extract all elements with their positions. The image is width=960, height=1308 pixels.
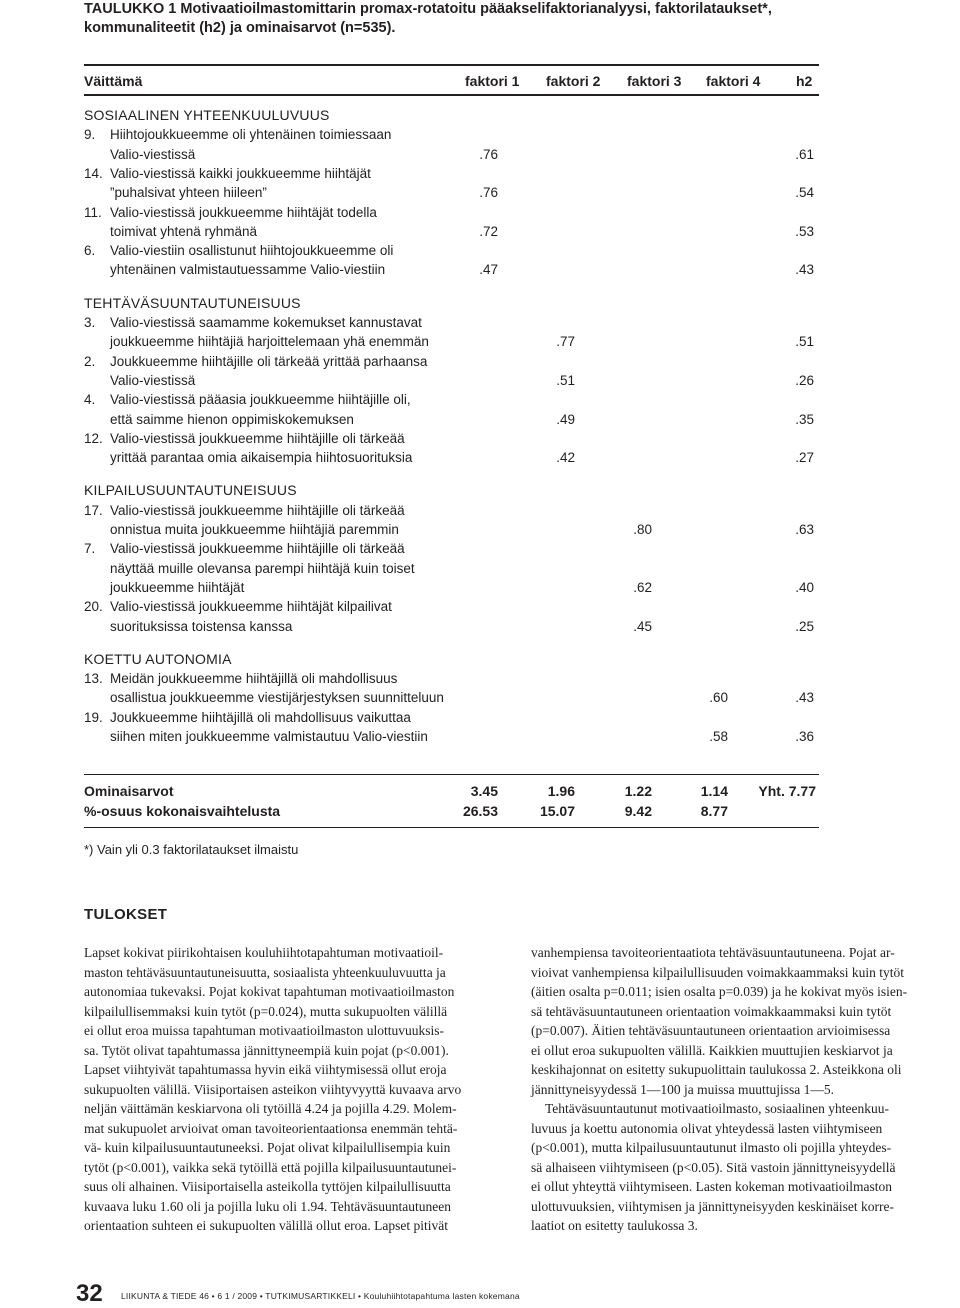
summary-value: 1.22 xyxy=(624,783,652,799)
communality-value: .26 xyxy=(795,372,814,388)
summary-value: 1.14 xyxy=(700,783,728,799)
statement-text: Valio-viestissä saamamme kokemukset kannustavat xyxy=(110,315,422,330)
statement-text: Valio-viestissä kaikki joukkueemme hiihtäjät xyxy=(110,165,371,181)
statement-number: 4. xyxy=(84,392,96,408)
paragraph-line: Lapset viihtyivät tapahtumassa hyvin eikä viihtymisessä ollut eroja xyxy=(84,1062,447,1077)
factor-loading: .45 xyxy=(633,618,652,634)
statement-text: Valio-viestissä joukkueemme hiihtäjät todella xyxy=(110,204,377,220)
factor-loading: .58 xyxy=(709,729,728,744)
statement-text: yhtenäinen valmistautuessamme Valio-viestiin xyxy=(110,262,386,278)
paragraph-line: keskihajonnat on esitetty sukupuolittain taulukossa 2. Asteikkona oli xyxy=(531,1062,902,1077)
page-number: 32 xyxy=(76,1280,103,1307)
statement-line xyxy=(84,222,257,241)
statement-number: 20. xyxy=(84,599,103,615)
statement-line xyxy=(84,260,385,279)
communality-value: .43 xyxy=(795,262,814,278)
statement-text: joukkueemme hiihtäjiä harjoittelemaan yhä enemmän xyxy=(110,334,429,350)
statement-text: Joukkueemme hiihtäjille oli tärkeää yrittää parhaansa xyxy=(110,353,428,369)
statement-line xyxy=(84,578,244,597)
paragraph-line: laatiot on esitetty taulukossa 3. xyxy=(531,1218,698,1233)
statement-number: 7. xyxy=(84,541,96,557)
summary-rule xyxy=(84,774,819,775)
statement-line xyxy=(84,617,292,636)
paragraph-line: mat sukupuolet arvioivat oman tavoiteorientaationsa enemmän tehtä- xyxy=(84,1120,458,1136)
statement-text: Valio-viestissä joukkueemme hiihtäjille oli tärkeää xyxy=(110,502,405,518)
statement-text: siihen miten joukkueemme valmistautuu Valio-viestiin xyxy=(110,729,428,744)
statement-line xyxy=(84,597,392,616)
running-footer: LIIKUNTA & TIEDE 46 • 6 1 / 2009 • TUTKIMUSARTIKKELI • Kouluhiihtotapahtuma lasten kokemana xyxy=(121,1291,520,1301)
statement-text: näyttää muille olevansa parempi hiihtäjä kuin toiset xyxy=(110,560,415,576)
statement-line xyxy=(84,708,411,727)
statement-line xyxy=(84,125,391,144)
communality-value: .43 xyxy=(795,690,814,706)
summary-label: %-osuus kokonaisvaihtelusta xyxy=(84,803,281,819)
statement-line xyxy=(84,410,354,429)
paragraph-line: ulottuvuuksien, viihtymisen ja jännittyneisyyden keskinäiset korre- xyxy=(531,1198,894,1214)
paragraph-line: luvuus ja koettu autonomia olivat yhteydessä lasten viihtymiseen xyxy=(531,1120,883,1136)
communality-value: .54 xyxy=(795,185,814,201)
statement-line xyxy=(84,520,399,539)
statement-text: Valio-viestissä joukkueemme hiihtäjät kilpailivat xyxy=(110,599,392,615)
statement-number: 19. xyxy=(84,709,103,725)
column-header-factor-3: faktori 3 xyxy=(627,73,682,89)
statement-text: joukkueemme hiihtäjät xyxy=(110,579,245,595)
statement-line xyxy=(84,501,405,520)
paragraph-line: kilpailullisemmaksi kuin tytöt (p=0.024), mutta sukupuolten välillä xyxy=(84,1003,448,1019)
communality-value: .27 xyxy=(795,450,814,466)
communality-value: .51 xyxy=(795,334,814,350)
factor-loading: .49 xyxy=(556,411,575,427)
paragraph-line: (p<0.001), mutta kilpailusuuntautunut ilmasto oli pojilla yhteydes- xyxy=(531,1140,892,1155)
statement-text: onnistua muita joukkueemme hiihtäjiä paremmin xyxy=(110,522,399,537)
summary-value: 1.96 xyxy=(547,783,575,799)
communality-value: .36 xyxy=(795,729,814,744)
column-header-factor-2: faktori 2 xyxy=(546,73,601,89)
statement-text: yrittää parantaa omia aikaisempia hiihtosuorituksia xyxy=(110,450,413,466)
statement-text: Joukkueemme hiihtäjillä oli mahdollisuus vaikuttaa xyxy=(110,709,411,725)
summary-total: Yht. 7.77 xyxy=(758,783,816,799)
statement-text: Valio-viestissä xyxy=(110,372,196,388)
statement-text: suorituksissa toistensa kanssa xyxy=(110,618,293,634)
statement-line xyxy=(84,164,371,183)
factor-loading: .80 xyxy=(633,522,652,537)
statement-number: 2. xyxy=(84,353,96,369)
paragraph-line: sä tehtäväsuuntautuneen orientaation voimakkaammaksi kuin tytöt xyxy=(531,1003,892,1019)
column-header-statement: Väittämä xyxy=(84,73,143,89)
paragraph-line: sa. Tytöt olivat tapahtumassa jännittyneempiä kuin pojat (p<0.001). xyxy=(84,1042,449,1058)
paragraph-line: (p=0.007). Äitien tehtäväsuuntautuneen orientaation arvioimisessa xyxy=(531,1023,891,1038)
statement-line xyxy=(84,203,377,222)
statement-text: Valio-viestissä xyxy=(110,146,196,162)
factor-loading: .76 xyxy=(479,146,498,162)
paragraph-line: ei ollut eroa sukupuolten välillä. Kaikkien muuttujien keskiarvot ja xyxy=(531,1042,893,1058)
statement-text: että saimme hienon oppimiskokemuksen xyxy=(110,411,354,427)
column-header-factor-4: faktori 4 xyxy=(706,73,761,89)
summary-value: 3.45 xyxy=(470,783,498,799)
statement-text: toimivat yhtenä ryhmänä xyxy=(110,223,258,239)
factor-loading: .77 xyxy=(556,334,575,350)
statement-line xyxy=(84,539,405,558)
statement-line xyxy=(84,688,444,707)
statement-line xyxy=(84,313,422,332)
paragraph-line: jännittyneisyydessä 1—100 ja muissa muuttujissa 1—5. xyxy=(531,1081,834,1097)
statement-line xyxy=(84,669,397,688)
factor-loading: .51 xyxy=(556,372,575,388)
paragraph-line: neljän väittämän keskiarvona oli tytöillä 4.24 ja pojilla 4.29. Molem- xyxy=(84,1101,457,1116)
summary-value: 15.07 xyxy=(539,803,575,819)
statement-text: Valio-viestiin osallistunut hiihtojoukkueemme oli xyxy=(110,243,394,259)
text-column-left xyxy=(84,943,509,1236)
statement-number: 3. xyxy=(84,315,96,330)
paragraph-line: maston tehtäväsuuntautuneisuutta, sosiaalista yhteenkuuluvuutta ja xyxy=(84,964,446,980)
statement-text: Valio-viestissä pääasia joukkueemme hiihtäjille oli, xyxy=(110,392,411,408)
paragraph-line: vioivat vanhempiensa kilpailullisuuden voimakkaammaksi kuin tytöt xyxy=(531,964,905,980)
statement-line xyxy=(84,390,411,409)
statement-line xyxy=(84,241,393,260)
factor-loading: .42 xyxy=(556,450,575,466)
statement-number: 13. xyxy=(84,671,103,687)
communality-value: .53 xyxy=(795,223,814,239)
table-top-rule xyxy=(84,64,819,66)
table-bottom-rule xyxy=(84,827,819,828)
statement-line xyxy=(84,145,195,164)
factor-loading: .60 xyxy=(709,690,728,706)
header-rule xyxy=(84,94,819,96)
section-label: KOETTU AUTONOMIA xyxy=(84,650,232,667)
summary-value: 8.77 xyxy=(700,803,728,819)
summary-value: 26.53 xyxy=(462,803,498,819)
statement-line xyxy=(84,352,427,371)
statement-number: 6. xyxy=(84,243,96,259)
table-title-line: TAULUKKO 1 Motivaatioilmastomittarin promax-rotatoitu pääakselifaktorianalyysi, faktorilataukset*, xyxy=(84,1,772,17)
paragraph-line: sukupuolten välillä. Viisiportaisen asteikon viihtyvyyttä kuvaava arvo xyxy=(84,1081,462,1097)
table-footnote: *) Vain yli 0.3 faktorilataukset ilmaistu xyxy=(84,842,299,857)
text-column-right xyxy=(531,943,956,1236)
paragraph-line: ei ollut eroa muissa tapahtuman motivaatioilmaston ulottuvuuksis- xyxy=(84,1023,444,1038)
paragraph-line: sä alhaiseen viihtymiseen (p<0.05). Sitä vastoin jännittyneisyydellä xyxy=(531,1159,896,1175)
statement-line xyxy=(84,559,415,578)
statement-text: ”puhalsivat yhteen hiileen” xyxy=(110,185,267,201)
section-label: SOSIAALINEN YHTEENKUULUVUUS xyxy=(84,107,330,123)
statement-line xyxy=(84,727,428,746)
factor-loading: .72 xyxy=(479,223,498,239)
communality-value: .61 xyxy=(795,146,814,162)
factor-loading: .76 xyxy=(479,185,498,201)
statement-line xyxy=(84,429,405,448)
statement-line xyxy=(84,332,429,351)
statement-text: Meidän joukkueemme hiihtäjillä oli mahdollisuus xyxy=(110,671,398,687)
communality-value: .40 xyxy=(795,579,814,595)
statement-number: 9. xyxy=(84,127,96,143)
statement-text: Hiihtojoukkueemme oli yhtenäinen toimiessaan xyxy=(110,127,392,143)
paragraph-line: tytöt (p<0.001), vaikka sekä tytöillä että pojilla kilpailusuuntautunei- xyxy=(84,1159,457,1175)
paragraph-line: Tehtäväsuuntautunut motivaatioilmasto, sosiaalinen yhteenkuu- xyxy=(545,1101,889,1116)
paragraph-line: autonomiaa tukevaksi. Pojat kokivat tapahtuman motivaatioilmaston xyxy=(84,984,455,999)
section-label: TEHTÄVÄSUUNTAUTUNEISUUS xyxy=(84,294,301,311)
section-heading: TULOKSET xyxy=(84,906,168,923)
paragraph-line: ei ollut yhteyttä viihtymiseen. Lasten kokeman motivaatioilmaston xyxy=(531,1179,893,1194)
table-title-line: kommunaliteetit (h2) ja ominaisarvot (n=535). xyxy=(84,20,396,36)
summary-value: 9.42 xyxy=(624,803,652,819)
statement-text: Valio-viestissä joukkueemme hiihtäjille oli tärkeää xyxy=(110,541,405,557)
statement-text: osallistua joukkueemme viestijärjestyksen suunnitteluun xyxy=(110,690,444,706)
factor-loading: .47 xyxy=(479,262,498,278)
communality-value: .35 xyxy=(795,411,814,427)
statement-number: 14. xyxy=(84,165,103,181)
statement-line xyxy=(84,183,267,202)
summary-label: Ominaisarvot xyxy=(84,783,174,799)
statement-number: 11. xyxy=(84,204,102,220)
statement-line xyxy=(84,371,195,390)
communality-value: .63 xyxy=(795,522,814,537)
factor-loading: .62 xyxy=(633,579,652,595)
section-label: KILPAILUSUUNTAUTUNEISUUS xyxy=(84,482,297,499)
statement-text: Valio-viestissä joukkueemme hiihtäjille oli tärkeää xyxy=(110,430,405,446)
paragraph-line: orientaation suhteen ei sukupuolten välillä ollut eroa. Lapset pitivät xyxy=(84,1218,449,1233)
statement-line xyxy=(84,448,412,467)
paragraph-line: Lapset kokivat piirikohtaisen kouluhiihtotapahtuman motivaatioil- xyxy=(84,945,444,960)
statement-number: 17. xyxy=(84,502,103,518)
column-header-factor-1: faktori 1 xyxy=(465,73,520,89)
table-title xyxy=(84,0,934,38)
paragraph-line: suus oli alhainen. Viisiportaisella asteikolla tyttöjen kilpailullisuutta xyxy=(84,1179,451,1194)
column-header-h2: h2 xyxy=(796,73,813,89)
paragraph-line: kuvaava luku 1.60 oli ja pojilla luku oli 1.94. Tehtäväsuuntautuneen xyxy=(84,1198,451,1214)
paragraph-line: (äitien osalta p=0.011; isien osalta p=0.039) ja he kokivat myös isien- xyxy=(531,984,908,999)
paragraph-line: vanhempiensa tavoiteorientaatiota tehtäväsuuntautuneena. Pojat ar- xyxy=(531,945,895,960)
communality-value: .25 xyxy=(795,618,814,634)
paragraph-line: vä- kuin kilpailusuuntautuneeksi. Pojat olivat kilpailullisempia kuin xyxy=(84,1140,451,1155)
statement-number: 12. xyxy=(84,430,103,446)
